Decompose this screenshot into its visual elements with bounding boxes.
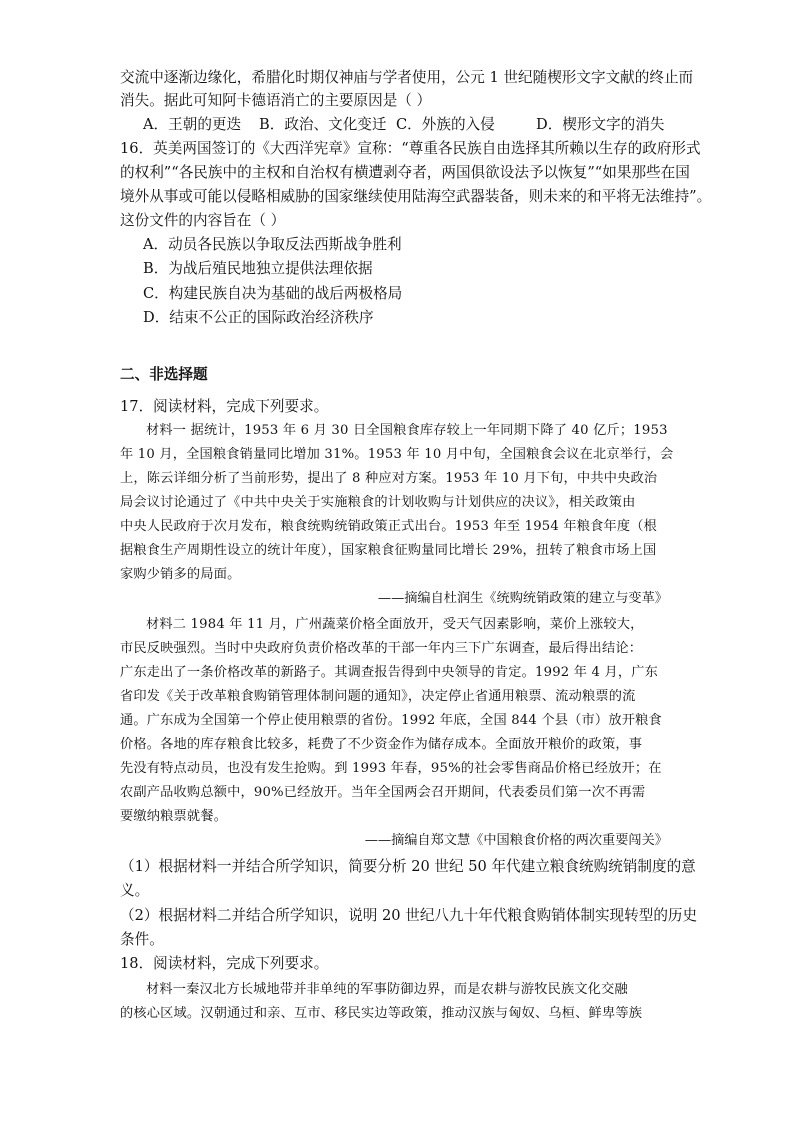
q16-stem-line: 16．英美两国签订的《大西洋宪章》宣称：“尊重各民族自由选择其所赖以生存的政府形式 <box>120 140 701 157</box>
q15-option-a: A．王朝的更迭 <box>143 116 242 133</box>
q17-subquestion-1-cont: 义。 <box>120 882 150 899</box>
q17-subquestion-2: （2）根据材料二并结合所学知识，说明 20 世纪八九十年代粮食购销体制实现转型的历史 <box>120 907 698 924</box>
q17-material2-line: 材料二 1984 年 11 月，广州蔬菜价格全面放开，受天气因素影响，菜价上涨较大， <box>146 617 644 632</box>
q16-stem-line: 这份文件的内容旨在（ ） <box>120 212 286 229</box>
q17-source1: ——摘编自杜润生《统购统销政策的建立与变革》 <box>377 591 668 606</box>
q17-material2-line: 农副产品收购总额中，90%已经放开。当年全国两会召开期间，代表委员们第一次不再需 <box>120 785 646 800</box>
q17-material1-line: 据粮食生产周期性设立的统计年度），国家粮食征购量同比增长 29%，扭转了粮食市场上国 <box>120 543 657 558</box>
q17-subquestion-1: （1）根据材料一并结合所学知识，简要分析 20 世纪 50 年代建立粮食统购统销制度的意 <box>120 858 696 875</box>
section-heading: 二、非选择题 <box>120 366 208 383</box>
q17-material1-line: 中央人民政府于次月发布，粮食统购统销政策正式出台。1953 年至 1954 年粮食年度（根 <box>120 519 658 534</box>
q15-line: 交流中逐渐边缘化，希腊化时期仅神庙与学者使用，公元 1 世纪随楔形文字文献的终止而 <box>120 69 694 86</box>
q15-option-c: C．外族的入侵 <box>396 116 495 133</box>
q16-option-b: B．为战后殖民地独立提供法理依据 <box>143 260 373 277</box>
q15-option-d: D．楔形文字的消失 <box>536 116 665 133</box>
q18-material1-line: 材料一秦汉北方长城地带并非单纯的军事防御边界，而是农耕与游牧民族文化交融 <box>146 982 628 997</box>
q17-material2-line: 广东走出了一条价格改革的新路子。其调查报告得到中央领导的肯定。1992 年 4 月，广东 <box>120 665 659 680</box>
q16-option-d: D．结束不公正的国际政治经济秩序 <box>143 309 374 326</box>
q16-stem-line: 的权利”“各民族中的主权和自治权有横遭剥夺者，两国俱欲设法予以恢复”“如果那些在国 <box>120 164 690 181</box>
q17-source2: ——摘编自郑文慧《中国粮食价格的两次重要闯关》 <box>364 833 668 848</box>
q17-intro: 17．阅读材料，完成下列要求。 <box>120 398 329 415</box>
q16-option-c: C．构建民族自决为基础的战后两极格局 <box>143 285 403 302</box>
q18-material1-line: 的核心区域。汉朝通过和亲、互市、移民实边等政策，推动汉族与匈奴、乌桓、鲜卑等族 <box>120 1006 643 1021</box>
q17-material2-line: 市民反映强烈。当时中央政府负责价格改革的干部一年内三下广东调查，最后得出结论： <box>120 641 643 656</box>
q16-stem-line: 境外从事或可能以侵略相威胁的国家继续使用陆海空武器装备，则未来的和平将无法维持”。 <box>120 188 712 205</box>
q17-material2-line: 价格。各地的库存粮食比较多，耗费了不少资金作为储存成本。全面放开粮价的政策，事 <box>120 737 643 752</box>
q17-material1-line: 上，陈云详细分析了当前形势，提出了 8 种应对方案。1953 年 10 月下旬，中共中央政治 <box>120 471 658 486</box>
q17-material1-line: 年 10 月，全国粮食销量同比增加 31%。1953 年 10 月中旬，全国粮食会议在北京举行，会 <box>120 447 674 462</box>
q17-material1-line: 家购少销多的局面。 <box>120 567 241 582</box>
q17-material2-line: 先没有特点动员，也没有发生抢购。到 1993 年春，95%的社会零售商品价格已经放开；在 <box>120 761 662 776</box>
q18-intro: 18．阅读材料，完成下列要求。 <box>120 955 329 972</box>
q17-material1-line: 局会议讨论通过了《中共中央关于实施粮食的计划收购与计划供应的决议》，相关政策由 <box>120 495 636 510</box>
q17-subquestion-2-cont: 条件。 <box>120 931 164 948</box>
q17-material2-line: 要缴纳粮票就餐。 <box>120 809 228 824</box>
q15-line: 消失。据此可知阿卡德语消亡的主要原因是（ ） <box>120 92 432 109</box>
q17-material1-line: 材料一 据统计，1953 年 6 月 30 日全国粮食库存较上一年同期下降了 40 亿斤；1953 <box>146 423 668 438</box>
q16-option-a: A．动员各民族以争取反法西斯战争胜利 <box>143 236 402 253</box>
q15-option-b: B．政治、文化变迁 <box>259 116 387 133</box>
q17-material2-line: 省印发《关于改革粮食购销管理体制问题的通知》，决定停止省通用粮票、流动粮票的流 <box>120 689 636 704</box>
q17-material2-line: 通。广东成为全国第一个停止使用粮票的省份。1992 年底，全国 844 个县（市）放开粮食 <box>120 713 662 728</box>
